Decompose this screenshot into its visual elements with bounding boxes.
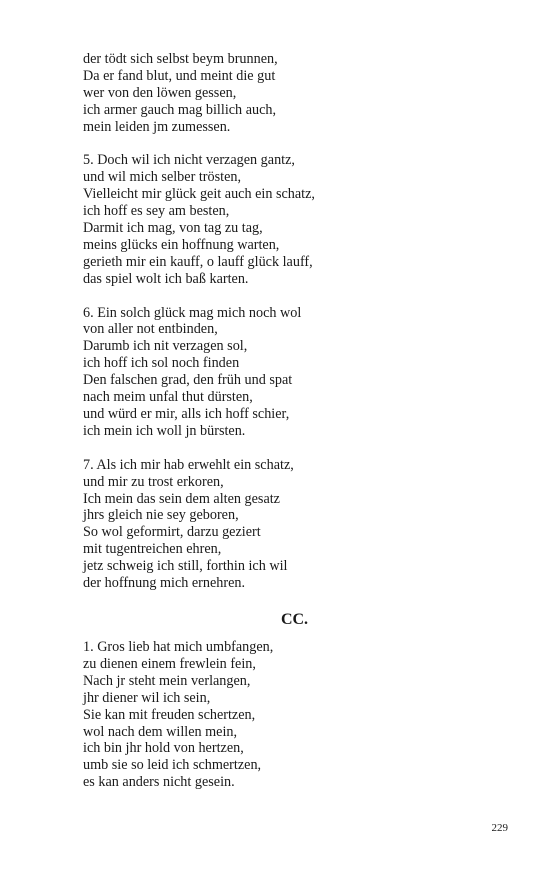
verse-line: mein leiden jm zumessen. xyxy=(83,118,231,135)
verse-line: wer von den löwen gessen, xyxy=(83,84,237,101)
verse-line: Darumb ich nit verzagen sol, xyxy=(83,338,248,355)
verse-line: Da er fand blut, und meint die gut xyxy=(83,67,276,84)
poem-text-upper xyxy=(83,51,483,592)
verse-line: jhrs gleich nie sey geboren, xyxy=(83,507,239,524)
verse-line: und wil mich selber trösten, xyxy=(83,169,242,186)
verse-line: umb sie so leid ich schmertzen, xyxy=(83,757,262,774)
verse-line: und mir zu trost erkoren, xyxy=(83,473,224,490)
verse-line: jetz schweig ich still, forthin ich wil xyxy=(83,558,288,575)
verse-line: Vielleicht mir glück geit auch ein schatz, xyxy=(83,186,315,203)
stanza-1 xyxy=(83,639,483,791)
stanza-7 xyxy=(83,457,483,592)
verse-line: So wol geformirt, darzu geziert xyxy=(83,524,261,541)
stanza-5 xyxy=(83,152,483,287)
verse-line: 5. Doch wil ich nicht verzagen gantz, xyxy=(83,152,295,169)
stanza-6 xyxy=(83,305,483,440)
page-number: 229 xyxy=(491,822,508,834)
verse-line: von aller not entbinden, xyxy=(83,321,218,338)
section-heading: CC. xyxy=(280,611,309,628)
verse-line: jhr diener wil ich sein, xyxy=(83,689,211,706)
verse-line: es kan anders nicht gesein. xyxy=(83,774,235,791)
verse-line: 6. Ein solch glück mag mich noch wol xyxy=(83,304,302,321)
verse-line: 1. Gros lieb hat mich umbfangen, xyxy=(83,639,274,655)
verse-line: ich hoff es sey am besten, xyxy=(83,203,230,220)
verse-line: gerieth mir ein kauff, o lauff glück lauff, xyxy=(83,253,313,270)
verse-line: Sie kan mit freuden schertzen, xyxy=(83,706,256,723)
verse-line: der tödt sich selbst beym brunnen, xyxy=(83,51,278,67)
verse-line: 7. Als ich mir hab erwehlt ein schatz, xyxy=(83,456,294,473)
verse-line: das spiel wolt ich baß karten. xyxy=(83,270,249,287)
verse-line: Ich mein das sein dem alten gesatz xyxy=(83,490,280,507)
verse-line: Den falschen grad, den früh und spat xyxy=(83,372,293,389)
verse-line: Darmit ich mag, von tag zu tag, xyxy=(83,220,263,237)
verse-line: ich armer gauch mag billich auch, xyxy=(83,101,277,118)
verse-line: der hoffnung mich ernehren. xyxy=(83,575,246,592)
verse-line: ich mein ich woll jn bürsten. xyxy=(83,422,246,439)
verse-line: meins glücks ein hoffnung warten, xyxy=(83,236,280,253)
verse-line: mit tugentreichen ehren, xyxy=(83,541,222,558)
poem-text-lower xyxy=(83,639,483,791)
stanza xyxy=(83,51,483,136)
verse-line: ich bin jhr hold von hertzen, xyxy=(83,740,244,757)
verse-line: und würd er mir, alls ich hoff schier, xyxy=(83,406,290,422)
verse-line: Nach jr steht mein verlangen, xyxy=(83,672,251,689)
verse-line: nach meim unfal thut dürsten, xyxy=(83,389,253,406)
verse-line: zu dienen einem frewlein fein, xyxy=(83,655,256,672)
verse-line: wol nach dem willen mein, xyxy=(83,723,238,740)
verse-line: ich hoff ich sol noch finden xyxy=(83,355,240,372)
